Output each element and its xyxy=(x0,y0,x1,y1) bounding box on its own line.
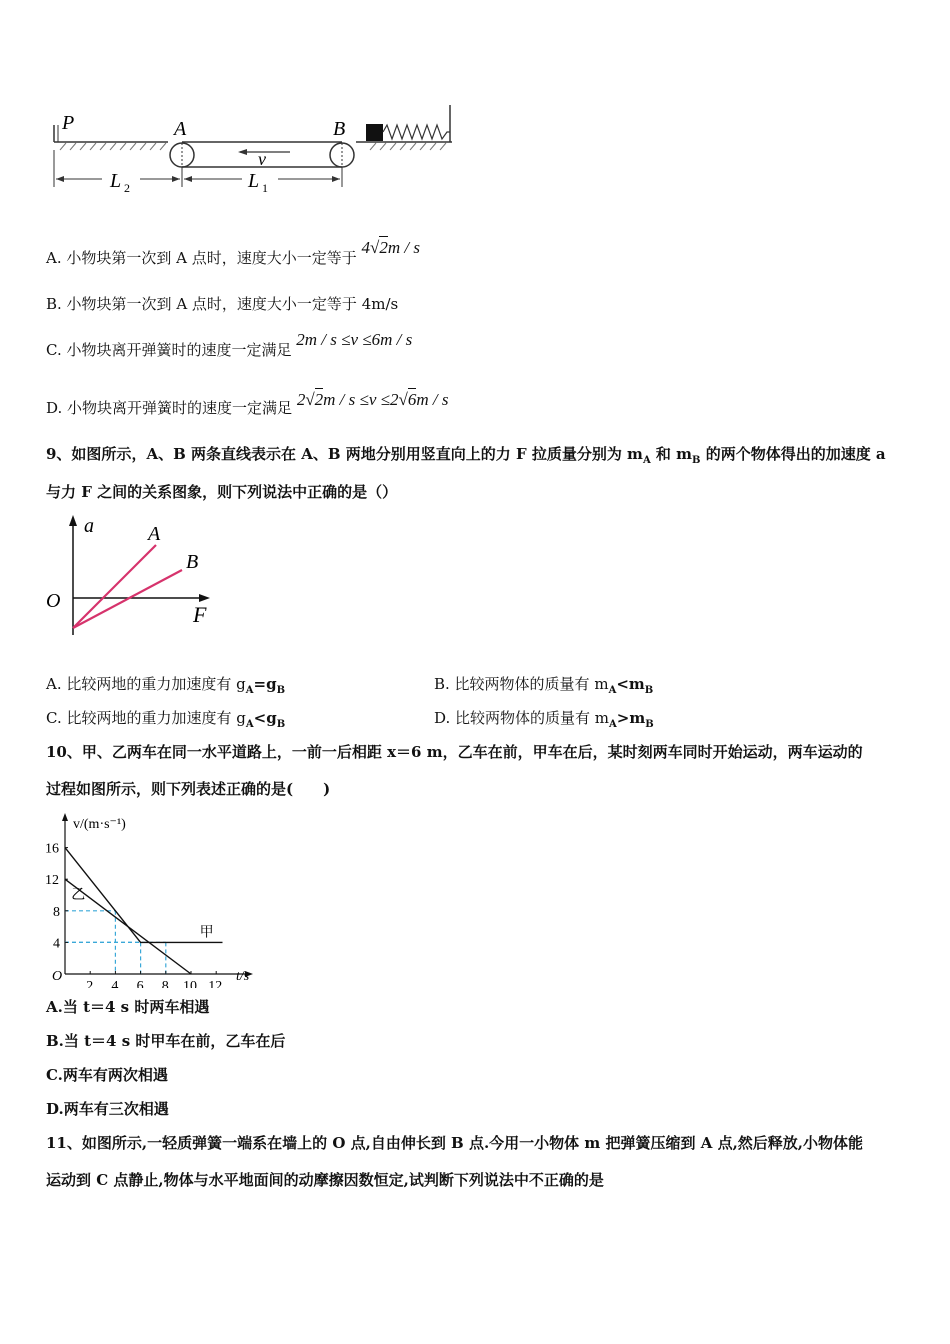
q8-c-math: 2m / s ≤v ≤6m / s xyxy=(296,330,413,349)
q10-option-b[interactable]: B.当 t＝4 s 时甲车在前，乙车在后 xyxy=(46,1032,286,1050)
label-l2-sub: 2 xyxy=(124,181,130,195)
q10-stem-line1: 10、甲、乙两车在同一水平道路上，一前一后相距 x＝6 m，乙车在前，甲车在后，某时刻两车同时开始运动，两车运动的 xyxy=(46,743,863,761)
q9-stem-end: 的两个物体得出的加速度 a xyxy=(700,445,886,463)
q9-stem-line1 xyxy=(46,444,886,471)
q9-c-sub1: A xyxy=(245,719,254,730)
x-tick-label: 2 xyxy=(86,979,94,988)
line-a xyxy=(73,545,156,628)
label-b: B xyxy=(333,118,346,140)
q11-stem-line2: 运动到 C 点静止,物体与水平地面间的动摩擦因数恒定,试判断下列说法中不正确的是 xyxy=(46,1171,604,1189)
q9-b-sub1: A xyxy=(608,685,617,696)
q8-d-math-mid: m / s ≤v ≤2 xyxy=(323,390,399,409)
q8-option-a-text: A. 小物块第一次到 A 点时，速度大小一定等于 xyxy=(46,249,357,267)
q9-a-mid: =g xyxy=(253,675,277,693)
label-p: P xyxy=(62,112,75,134)
q9-c-sub2: B xyxy=(276,719,286,730)
x-tick-label: 12 xyxy=(208,979,223,988)
line-b xyxy=(73,570,182,628)
y-tick-label: 16 xyxy=(45,841,59,857)
q10-option-d[interactable]: D.两车有三次相遇 xyxy=(46,1100,169,1118)
q9-stem-sub1: A xyxy=(642,455,651,466)
q9-option-c[interactable] xyxy=(46,708,285,735)
q9-stem-mid: 和 m xyxy=(650,445,693,463)
label-a: A xyxy=(174,118,187,140)
q9-a-sub2: B xyxy=(276,685,286,696)
q9-option-d[interactable] xyxy=(434,708,654,735)
q8-option-c-text: C. 小物块离开弹簧时的速度一定满足 xyxy=(46,341,292,359)
q9-b-mid: <m xyxy=(616,675,645,693)
y-tick-label: 4 xyxy=(53,936,60,952)
axis-f-label: F xyxy=(193,602,207,627)
q9-option-c-text: C. 比较两地的重力加速度有 g xyxy=(46,709,246,727)
x-tick-label: 8 xyxy=(161,979,169,988)
q8-d-math-rad2: 6 xyxy=(407,390,417,409)
x-tick-label: 4 xyxy=(111,979,119,988)
q9-b-sub2: B xyxy=(644,685,654,696)
q9-option-b[interactable] xyxy=(434,674,653,701)
q8-option-d-text: D. 小物块离开弹簧时的速度一定满足 xyxy=(46,399,293,417)
q9-option-b-text: B. 比较两物体的质量有 m xyxy=(434,675,609,693)
q9-option-a[interactable] xyxy=(46,674,285,701)
label-l2: L xyxy=(110,170,122,192)
q9-option-d-text: D. 比较两物体的质量有 m xyxy=(434,709,610,727)
q8-a-math-pre: 4 xyxy=(361,238,371,257)
label-l1: L xyxy=(248,170,260,192)
x-tick-label: 6 xyxy=(136,979,144,988)
y-tick-label: 8 xyxy=(53,904,60,920)
q8-a-math-rad: 2 xyxy=(379,238,388,257)
axis-a-label: a xyxy=(84,515,94,537)
q11-stem-line1: 11、如图所示,一轻质弹簧一端系在墙上的 O 点,自由伸长到 B 点.今用一小物体 m 把弹簧压缩到 A 点,然后释放,小物体能 xyxy=(46,1134,864,1152)
label-v: v xyxy=(258,149,266,169)
q8-d-math-post: m / s xyxy=(416,390,449,409)
q8-option-a[interactable]: A. 小物块第一次到 A 点时，速度大小一定等于 4√2m / s xyxy=(46,238,420,267)
label-l1-sub: 1 xyxy=(262,181,268,195)
q10-option-c[interactable]: C.两车有两次相遇 xyxy=(46,1066,168,1084)
origin-label: O xyxy=(46,590,61,612)
q10-vt-chart xyxy=(40,808,270,988)
series-label-yi: 乙 xyxy=(71,888,86,903)
q9-c-mid: <g xyxy=(253,709,277,727)
origin-label: O xyxy=(52,969,63,984)
y-tick-label: 12 xyxy=(45,873,59,889)
q8-d-math-rad1: 2 xyxy=(314,390,324,409)
q10-option-a[interactable]: A.当 t＝4 s 时两车相遇 xyxy=(46,998,210,1016)
q10-stem-line2: 过程如图所示，则下列表述正确的是( ) xyxy=(46,780,331,798)
q9-stem-sub2: B xyxy=(692,455,701,466)
q8-a-math-post: m / s xyxy=(387,238,420,257)
q8-option-d[interactable]: D. 小物块离开弹簧时的速度一定满足 2√2m / s ≤v ≤2√6m / s xyxy=(46,390,449,417)
line-b-label: B xyxy=(186,551,199,573)
x-tick-label: 10 xyxy=(183,979,197,988)
q8-option-c[interactable] xyxy=(46,330,413,360)
series-label-jia: 甲 xyxy=(199,925,214,941)
conveyor-figure xyxy=(40,95,470,205)
q8-d-math-pre: 2 xyxy=(296,390,306,409)
q8-option-b-text: B. 小物块第一次到 A 点时，速度大小一定等于 4m/s xyxy=(46,295,399,313)
q9-a-sub1: A xyxy=(245,685,254,696)
x-axis-label: t/s xyxy=(236,969,250,984)
q9-d-sub2: B xyxy=(645,719,654,730)
q9-stem-part1: 9、如图所示，A、B 两条直线表示在 A、B 两地分别用竖直向上的力 F 拉质量分别为 m xyxy=(46,445,643,463)
q9-graph xyxy=(40,510,230,640)
q9-d-sub1: A xyxy=(609,719,617,730)
q9-option-a-text: A. 比较两地的重力加速度有 g xyxy=(46,675,246,693)
q8-option-b[interactable] xyxy=(46,294,398,314)
q9-stem-line2: 与力 F 之间的关系图象，则下列说法中正确的是（） xyxy=(46,483,398,501)
y-axis-label: v/(m·s⁻¹) xyxy=(73,817,126,832)
q9-d-mid: >m xyxy=(616,709,646,727)
line-a-label: A xyxy=(148,523,161,545)
